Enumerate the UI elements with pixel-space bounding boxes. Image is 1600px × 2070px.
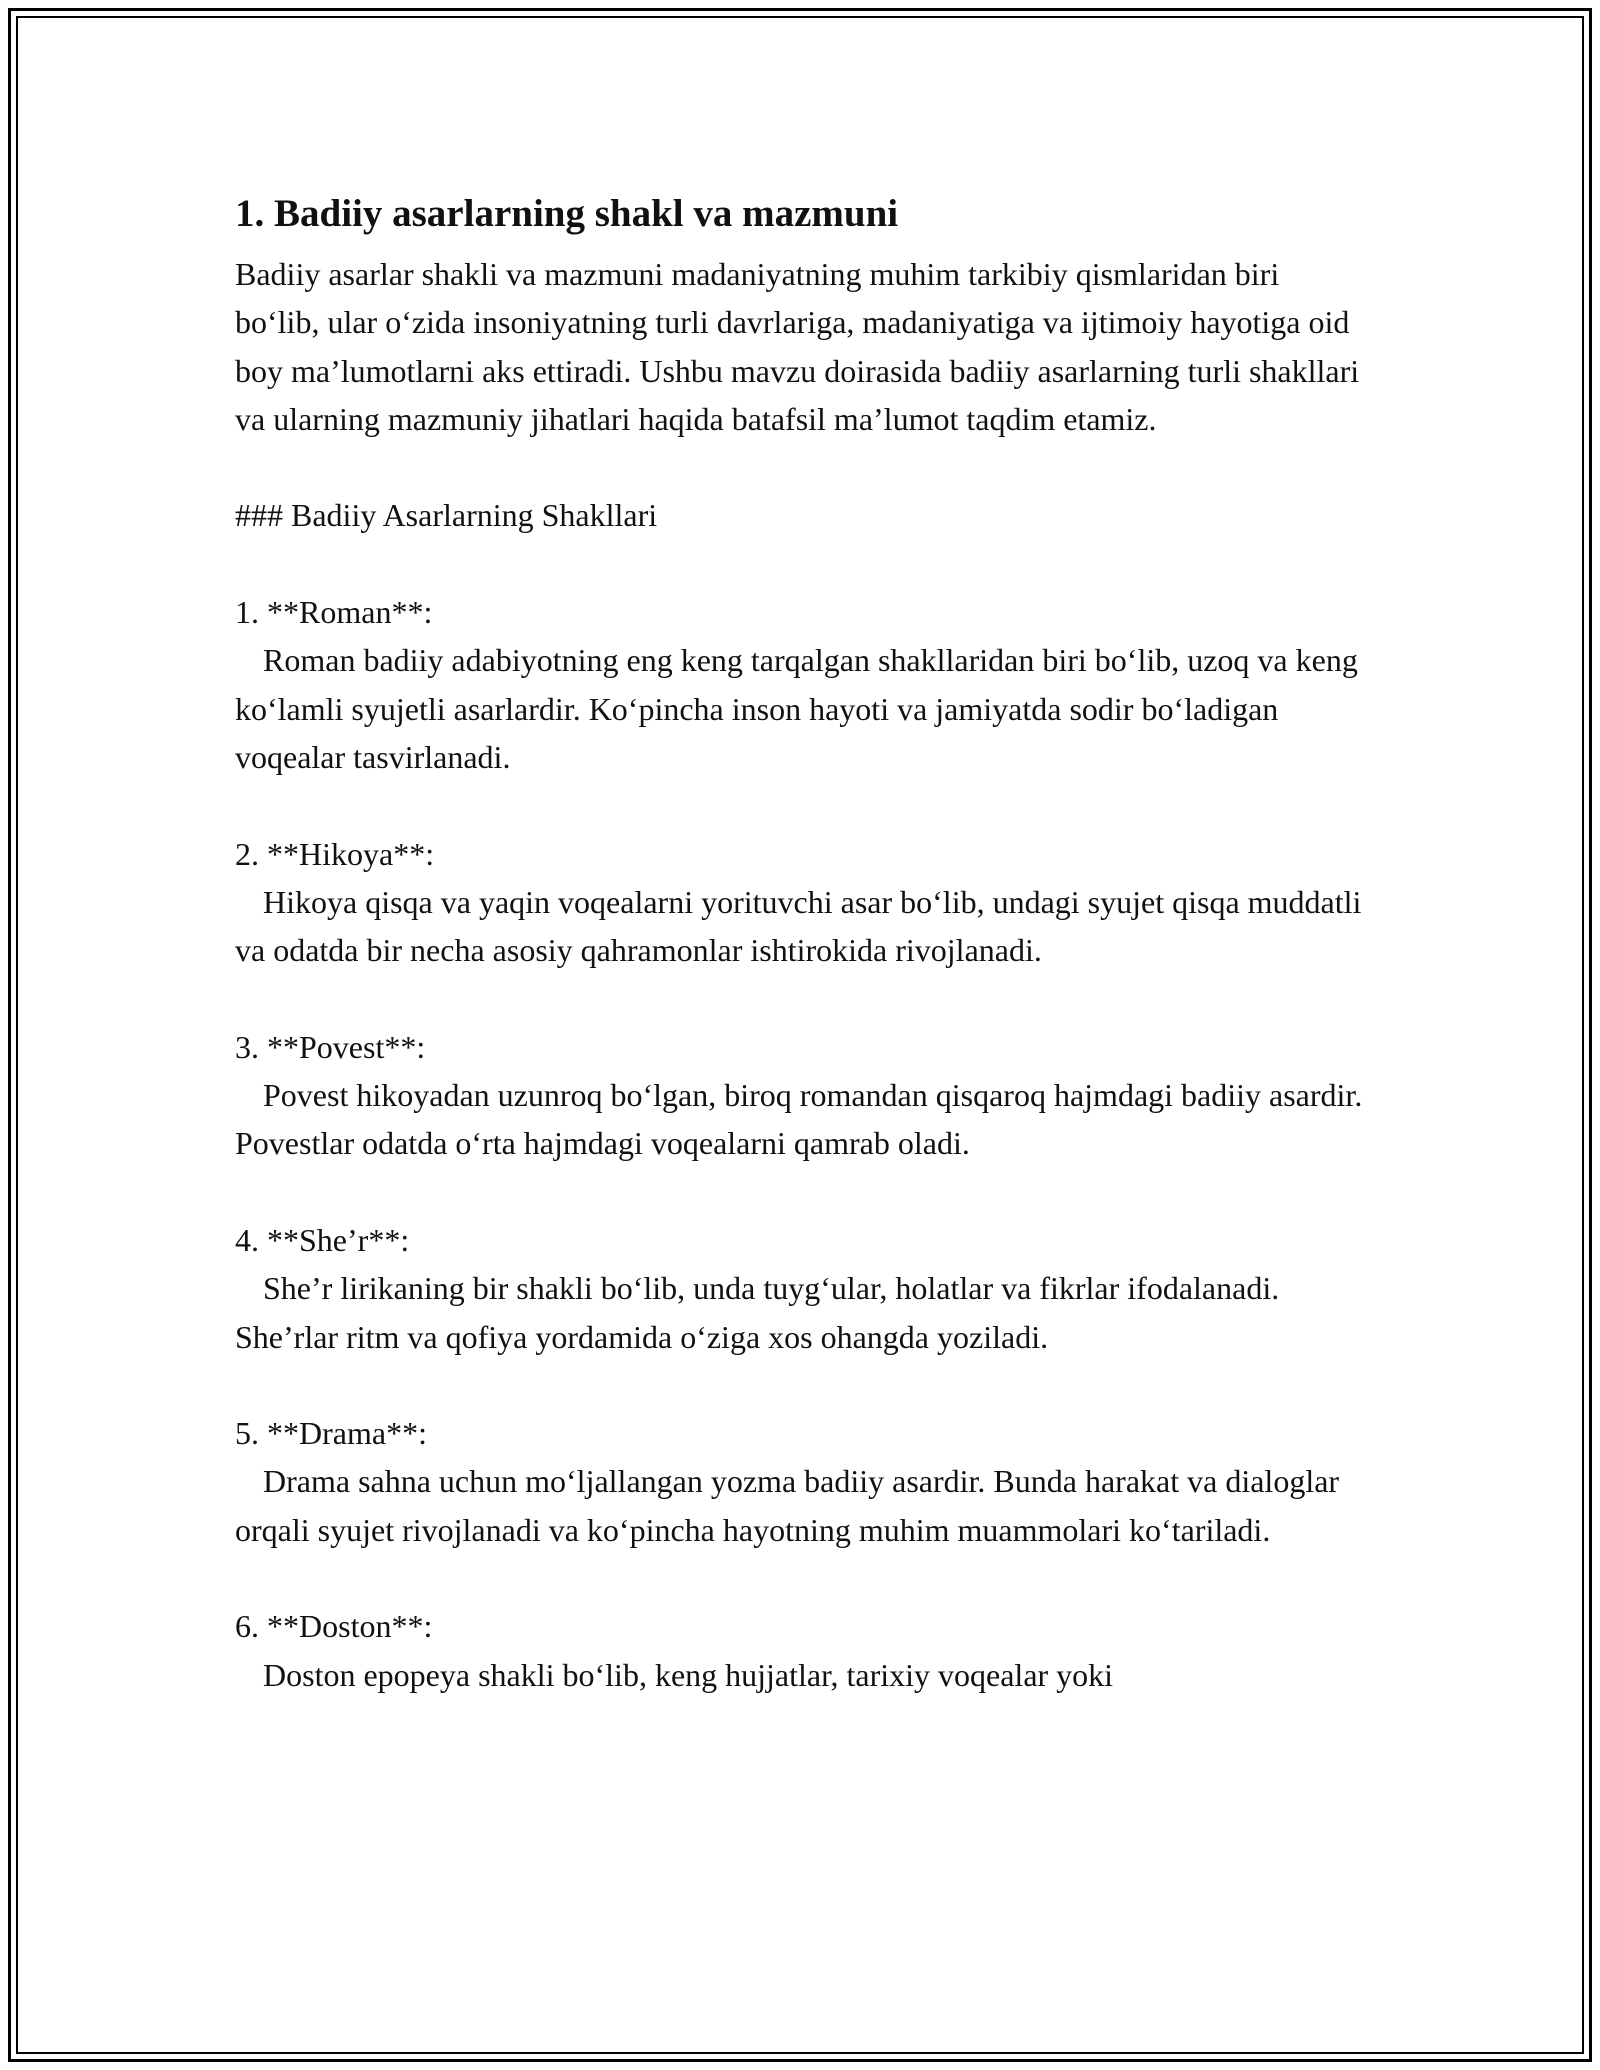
list-item-text: Drama sahna uchun mo‘ljallangan yozma badiiy asardir. Bunda harakat va dialoglar orqali syujet rivojlanadi va ko‘pincha hayotning muhim muammolari ko‘tariladi.	[235, 1463, 1340, 1548]
list-item-text: Povest hikoyadan uzunroq bo‘lgan, biroq romandan qisqaroq hajmdagi badiiy asardir. Povestlar odatda o‘rta hajmdagi voqealarni qamrab oladi.	[235, 1077, 1363, 1162]
list-item-text: Roman badiiy adabiyotning eng keng tarqalgan shakllaridan biri bo‘lib, uzoq va keng ko‘lamli syujetli asarlardir. Ko‘pincha inson hayoti va jamiyatda sodir bo‘ladigan voqealar tasvirlanadi.	[235, 642, 1358, 775]
list-item	[235, 830, 1370, 975]
document-body	[235, 186, 1370, 1699]
list-item-label: 4. **She’r**:	[235, 1221, 410, 1258]
list-item	[235, 1409, 1370, 1554]
list-item-label: 5. **Drama**:	[235, 1415, 427, 1452]
list-item	[235, 1602, 1370, 1699]
section-heading-block	[235, 491, 1370, 539]
list-item-label: 1. **Roman**:	[235, 594, 433, 631]
list-item-text: She’r lirikaning bir shakli bo‘lib, unda tuyg‘ular, holatlar va fikrlar ifodalanadi. She’rlar ritm va qofiya yordamida o‘ziga xos ohangda yoziladi.	[235, 1270, 1280, 1355]
intro-paragraph: Badiiy asarlar shakli va mazmuni madaniyatning muhim tarkibiy qismlaridan biri bo‘lib, ular o‘zida insoniyatning turli davrlariga, madaniyatiga va ijtimoiy hayotiga oid boy ma’lumotlarni aks ettiradi. Ushbu mavzu doirasida badiiy asarlarning turli shakllari va ularning mazmuniy jihatlari haqida batafsil ma’lumot taqdim etamiz.	[235, 256, 1360, 437]
document-title: 1. Badiiy asarlarning shakl va mazmuni	[235, 192, 899, 235]
list-item-label: 3. **Povest**:	[235, 1028, 426, 1065]
list-item	[235, 588, 1370, 781]
list-item-label: 6. **Doston**:	[235, 1608, 433, 1645]
list-item	[235, 1023, 1370, 1168]
list-item-text: Hikoya qisqa va yaqin voqealarni yorituvchi asar bo‘lib, undagi syujet qisqa muddatli va odatda bir necha asosiy qahramonlar ishtirokida rivojlanadi.	[235, 883, 1362, 969]
list-item-label: 2. **Hikoya**:	[235, 835, 435, 872]
list-item	[235, 1216, 1370, 1361]
section-heading: ### Badiiy Asarlarning Shakllari	[235, 497, 658, 534]
list-item-text: Doston epopeya shakli bo‘lib, keng hujjatlar, tarixiy voqealar yoki	[263, 1656, 1114, 1693]
